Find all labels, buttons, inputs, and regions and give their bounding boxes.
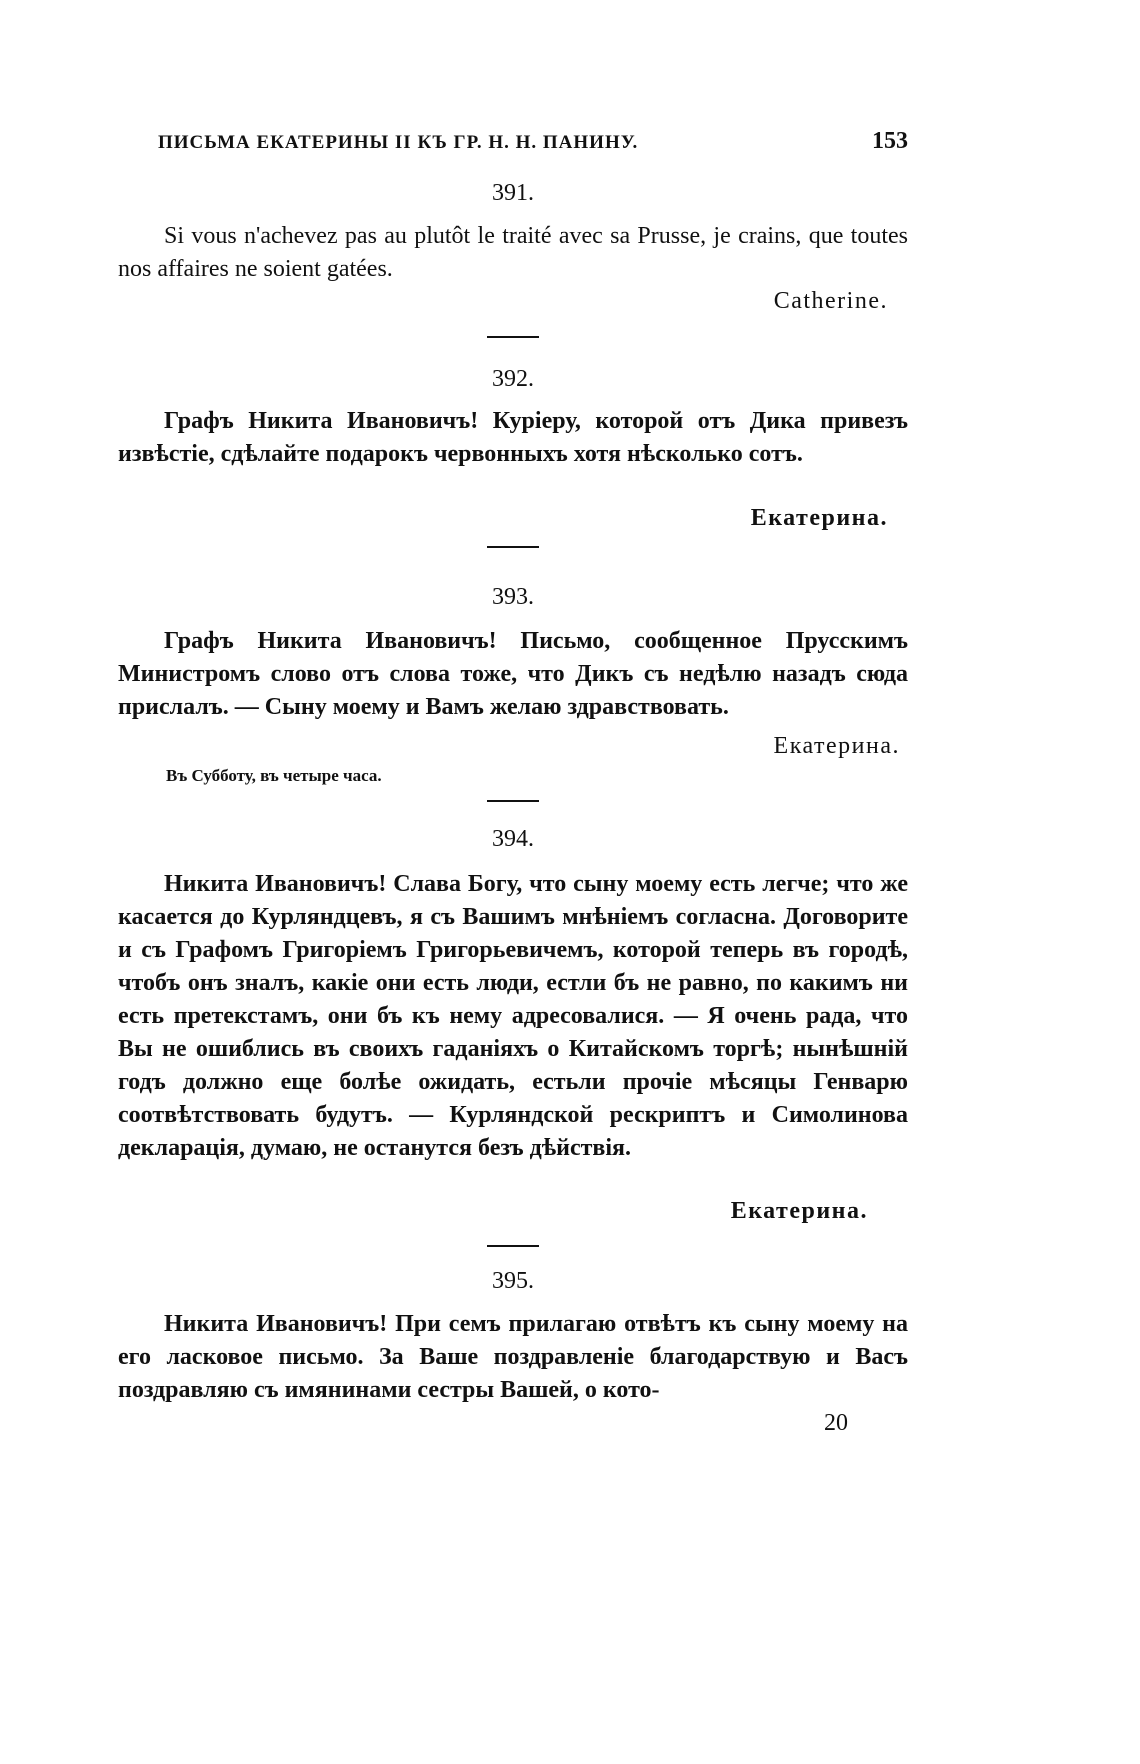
letter-number: 391.	[492, 180, 534, 206]
section-divider	[487, 336, 539, 338]
letter-signature: Екатерина.	[750, 505, 888, 531]
letter-signature: Екатерина.	[730, 1198, 868, 1224]
running-title: ПИСЬМА ЕКАТЕРИНЫ II КЪ ГР. Н. Н. ПАНИНУ.	[158, 132, 639, 153]
letter-signature: Екатерина.	[773, 733, 900, 759]
section-divider	[487, 800, 539, 802]
letter-body: Никита Ивановичъ! Слава Богу, что сыну моему есть легче; что же касается до Курляндцевъ, я съ Вашимъ мнѣнiемъ согласна. Договорите и съ Графомъ Григорiемъ Григорьевичемъ, которой теперь въ городѣ, чтобъ онъ зналъ, какiе они есть люди, естли бъ не равно, по какимъ ни есть претекстамъ, они бъ къ нему адресовалися. — Я очень рада, что Вы не ошиблись въ своихъ гаданiяхъ о Китайскомъ торгѣ; нынѣшнiй годъ должно еще болѣе ожидать, естьли прочiе мѣсяцы Генварю соотвѣтствовать будутъ. — Курляндской рескриптъ и Симолинова декларацiя, думаю, не останутся безъ дѣйствiя.	[118, 871, 908, 1161]
letter-signature: Catherine.	[773, 288, 888, 314]
letter-body: Графъ Никита Ивановичъ! Письмо, сообщенное Прусскимъ Министромъ слово отъ слова тоже, что Дикъ съ недѣлю назадъ сюда прислалъ. — Сыну моему и Вамъ желаю здравствовать.	[118, 628, 908, 720]
letter-body: Никита Ивановичъ! При семъ прилагаю отвѣтъ къ сыну моему на его ласковое письмо. За Ваше поздравленiе благодарствую и Васъ поздравляю съ имянинами сестры Вашей, о кото-	[118, 1311, 908, 1403]
letter-date-note: Въ Субботу, въ четыре часа.	[166, 766, 382, 785]
sheet-signature: 20	[824, 1410, 848, 1436]
letter-body: Графъ Никита Ивановичъ! Курiеру, которой отъ Дика привезъ извѣстiе, сдѣлайте подарокъ червонныхъ хотя нѣсколько сотъ.	[118, 408, 908, 467]
letter-number: 392.	[492, 366, 534, 392]
section-divider	[487, 1245, 539, 1247]
letter-number: 393.	[492, 584, 534, 610]
text-column	[118, 0, 908, 1764]
letter-number: 395.	[492, 1268, 534, 1294]
section-divider	[487, 546, 539, 548]
page-number: 153	[872, 128, 908, 154]
letter-body: Si vous n'achevez pas au plutôt le traité avec sa Prusse, je crains, que toutes nos affaires ne soient gatées.	[118, 223, 908, 282]
letter-number: 394.	[492, 826, 534, 852]
